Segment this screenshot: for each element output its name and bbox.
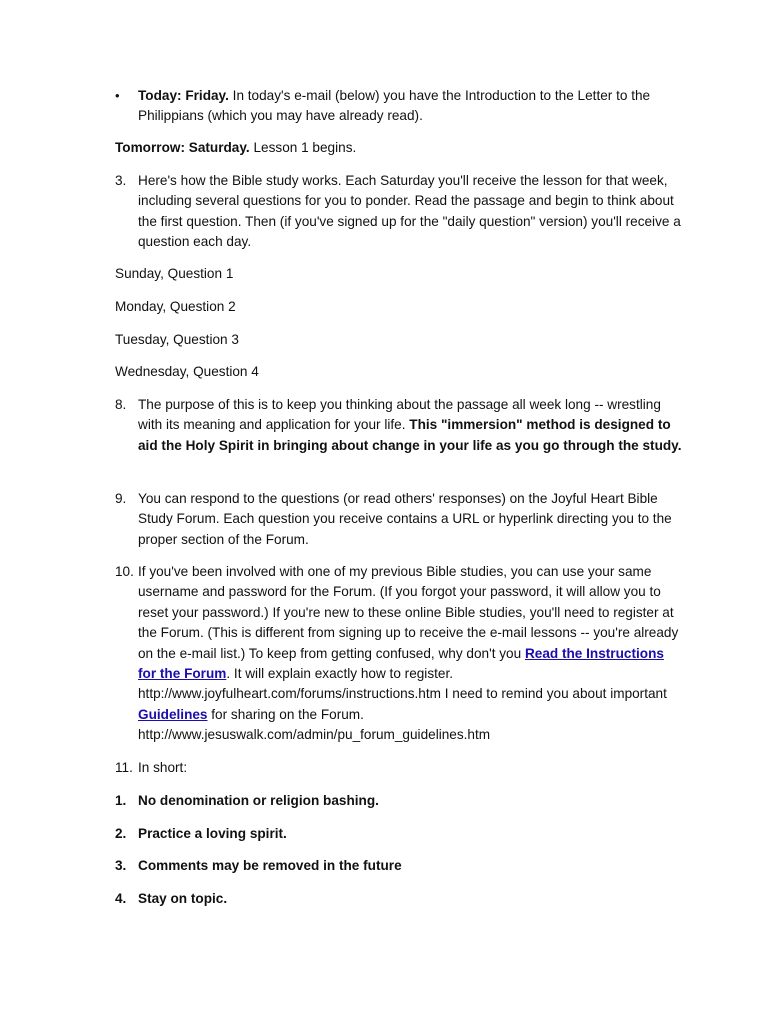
list-marker: 10.	[115, 564, 134, 579]
day-line-wednesday: Wednesday, Question 4	[115, 364, 259, 379]
rule-text: Practice a loving spirit.	[138, 826, 287, 841]
today-text: In today's e-mail (below) you have the Introduction to the Letter to the Philippians (which you may have already read).	[138, 88, 651, 124]
list-item-text: You can respond to the questions (or read others' responses) on the Joyful Heart Bible Study Forum. Each question you receive contains a URL or hyperlink directing you to the proper section of the Forum.	[138, 491, 672, 547]
list-item-text: In short:	[138, 760, 188, 775]
bullet-marker: •	[115, 88, 120, 103]
day-line-tuesday: Tuesday, Question 3	[115, 332, 239, 347]
rule-marker: 2.	[115, 826, 127, 841]
rule-item-4	[115, 889, 685, 909]
list-item-text: If you've been involved with one of my previous Bible studies, you can use your same username and password for the Forum. (If you forgot your password, it will allow you to reset your password.) If you're new to these online Bible studies, you'll need to register at the Forum. (This is different from signing up to receive the e-mail lessons -- you're already on the e-mail list.) To keep from getting confused, why don't you	[138, 564, 679, 661]
rule-item-1	[115, 791, 685, 811]
tomorrow-paragraph	[115, 138, 685, 158]
list-item-11	[115, 758, 685, 778]
today-label: Today: Friday.	[138, 88, 229, 103]
immersion-bold-text: This "immersion" method is designed to aid the Holy Spirit in bringing about change in your life as you go through the study.	[138, 417, 682, 453]
rule-marker: 4.	[115, 891, 127, 906]
guidelines-link[interactable]: Guidelines	[138, 706, 208, 722]
list-item-text-2: . It will explain exactly how to register. http://www.joyfulheart.com/forums/instructions.htm I need to remind you about important	[138, 666, 667, 702]
list-item-8	[115, 395, 685, 456]
rule-item-2	[115, 824, 685, 844]
day-line-sunday: Sunday, Question 1	[115, 266, 234, 281]
list-marker: 8.	[115, 397, 127, 412]
day-line-monday: Monday, Question 2	[115, 299, 236, 314]
list-item-text-3: for sharing on the Forum. http://www.jesuswalk.com/admin/pu_forum_guidelines.htm	[138, 706, 491, 743]
tomorrow-label: Tomorrow: Saturday.	[115, 140, 250, 155]
list-item-10	[115, 562, 685, 746]
rule-text: No denomination or religion bashing.	[138, 793, 379, 808]
forum-instructions-link[interactable]: Read the Instructions for the Forum	[138, 645, 664, 682]
tomorrow-text: Lesson 1 begins.	[249, 140, 357, 155]
rule-text: Stay on topic.	[138, 891, 228, 906]
rule-item-3	[115, 856, 685, 876]
rule-marker: 1.	[115, 793, 127, 808]
list-item-3	[115, 171, 685, 253]
rule-marker: 3.	[115, 858, 127, 873]
rule-text: Comments may be removed in the future	[138, 858, 402, 873]
list-marker: 3.	[115, 173, 127, 188]
list-item-text: Here's how the Bible study works. Each Saturday you'll receive the lesson for that week, including several questions for you to ponder. Read the passage and begin to think about the first question. Then (if you've signed up for the "daily question" version) you'll receive a question each day.	[138, 173, 681, 250]
list-marker: 9.	[115, 491, 127, 506]
list-marker: 11.	[115, 760, 133, 775]
today-bullet-item	[115, 86, 685, 127]
list-item-9	[115, 489, 685, 550]
list-item-text: The purpose of this is to keep you thinking about the passage all week long -- wrestling with its meaning and application for your life.	[138, 397, 661, 433]
